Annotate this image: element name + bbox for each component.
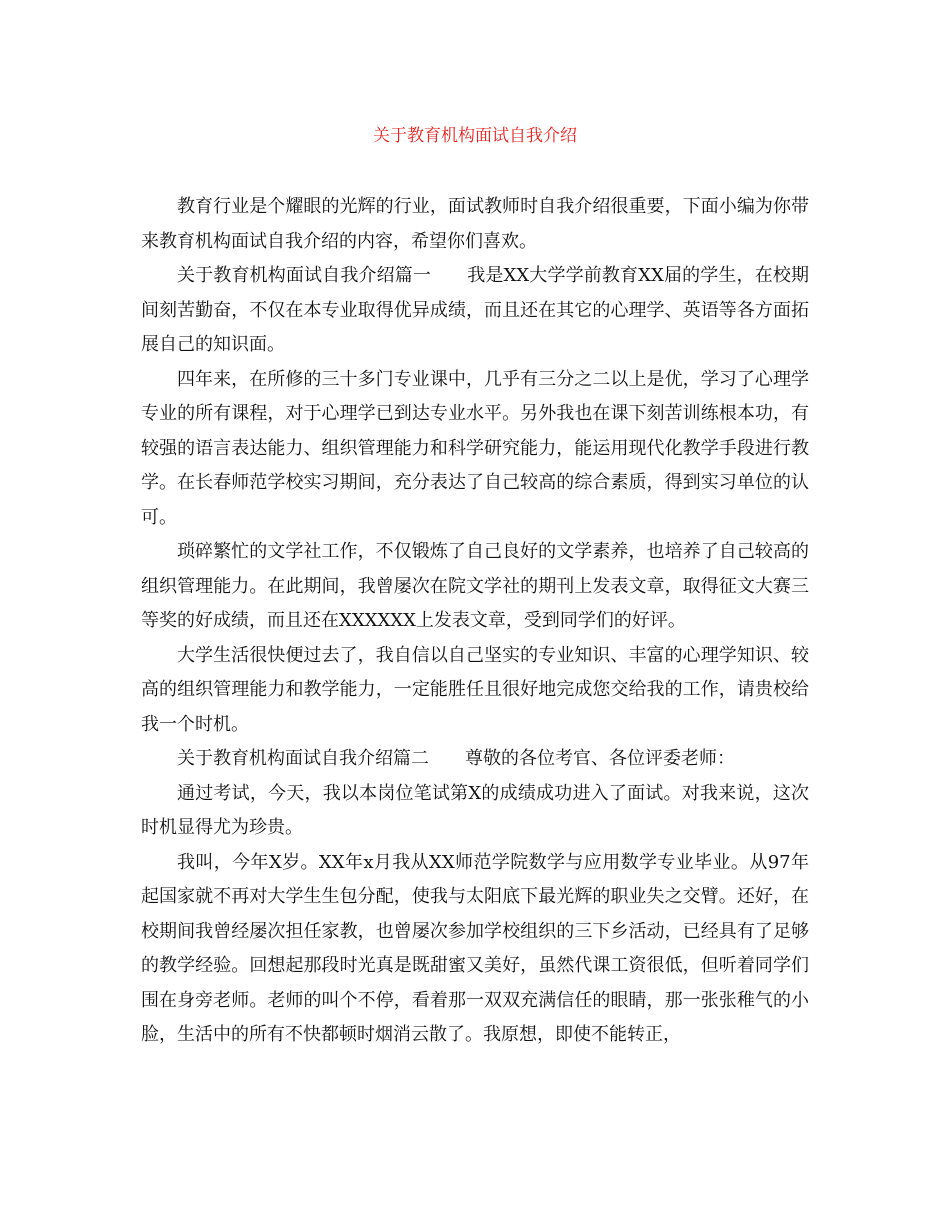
document-body	[141, 190, 809, 1053]
paragraph: 大学生活很快便过去了，我自信以自己坚实的专业知识、丰富的心理学知识、较高的组织管理能力和教学能力，一定能胜任且很好地完成您交给我的工作，请贵校给我一个时机。	[141, 644, 809, 735]
paragraph: 我叫，今年X岁。XX年x月我从XX师范学院数学与应用数学专业毕业。从97年起国家就不再对大学生生包分配，使我与太阳底下最光辉的职业失之交臂。还好，在校期间我曾经屡次担任家教，也曾屡次参加学校组织的三下乡活动，已经具有了足够的教学经验。回想起那段时光真是既甜蜜又美好，虽然代课工资很低，但听着同学们围在身旁老师。老师的叫个不停，看着那一双双充满信任的眼睛，那一张张稚气的小脸，生活中的所有不快都顿时烟消云散了。我原想，即使不能转正，	[141, 851, 809, 1045]
paragraph: 四年来，在所修的三十多门专业课中，几乎有三分之二以上是优，学习了心理学专业的所有课程，对于心理学已到达专业水平。另外我也在课下刻苦训练根本功，有较强的语言表达能力、组织管理能力和科学研究能力，能运用现代化教学手段进行教学。在长春师范学校实习期间，充分表达了自己较高的综合素质，得到实习单位的认可。	[141, 368, 809, 528]
paragraph-intro: 教育行业是个耀眼的光辉的行业，面试教师时自我介绍很重要，下面小编为你带来教育机构面试自我介绍的内容，希望你们喜欢。	[141, 196, 809, 252]
paragraph: 通过考试，今天，我以本岗位笔试第X的成绩成功进入了面试。对我来说，这次时机显得尤为珍贵。	[141, 782, 809, 838]
paragraph: 琐碎繁忙的文学社工作，不仅锻炼了自己良好的文学素养，也培养了自己较高的组织管理能力。在此期间，我曾屡次在院文学社的期刊上发表文章，取得征文大赛三等奖的好成绩，而且还在XXXXXX上发表文章，受到同学们的好评。	[141, 541, 809, 631]
paragraph-section-two: 关于教育机构面试自我介绍篇二 尊敬的各位考官、各位评委老师：	[177, 748, 735, 769]
paragraph-section-one: 关于教育机构面试自我介绍篇一 我是XX大学学前教育XX届的学生，在校期间刻苦勤奋，不仅在本专业取得优异成绩，而且还在其它的心理学、英语等各方面拓展自己的知识面。	[141, 265, 809, 355]
section-heading: 关于教育机构面试自我介绍篇一	[177, 265, 432, 286]
section-heading: 关于教育机构面试自我介绍篇二	[177, 748, 429, 769]
document-title: 关于教育机构面试自我介绍	[373, 126, 577, 146]
